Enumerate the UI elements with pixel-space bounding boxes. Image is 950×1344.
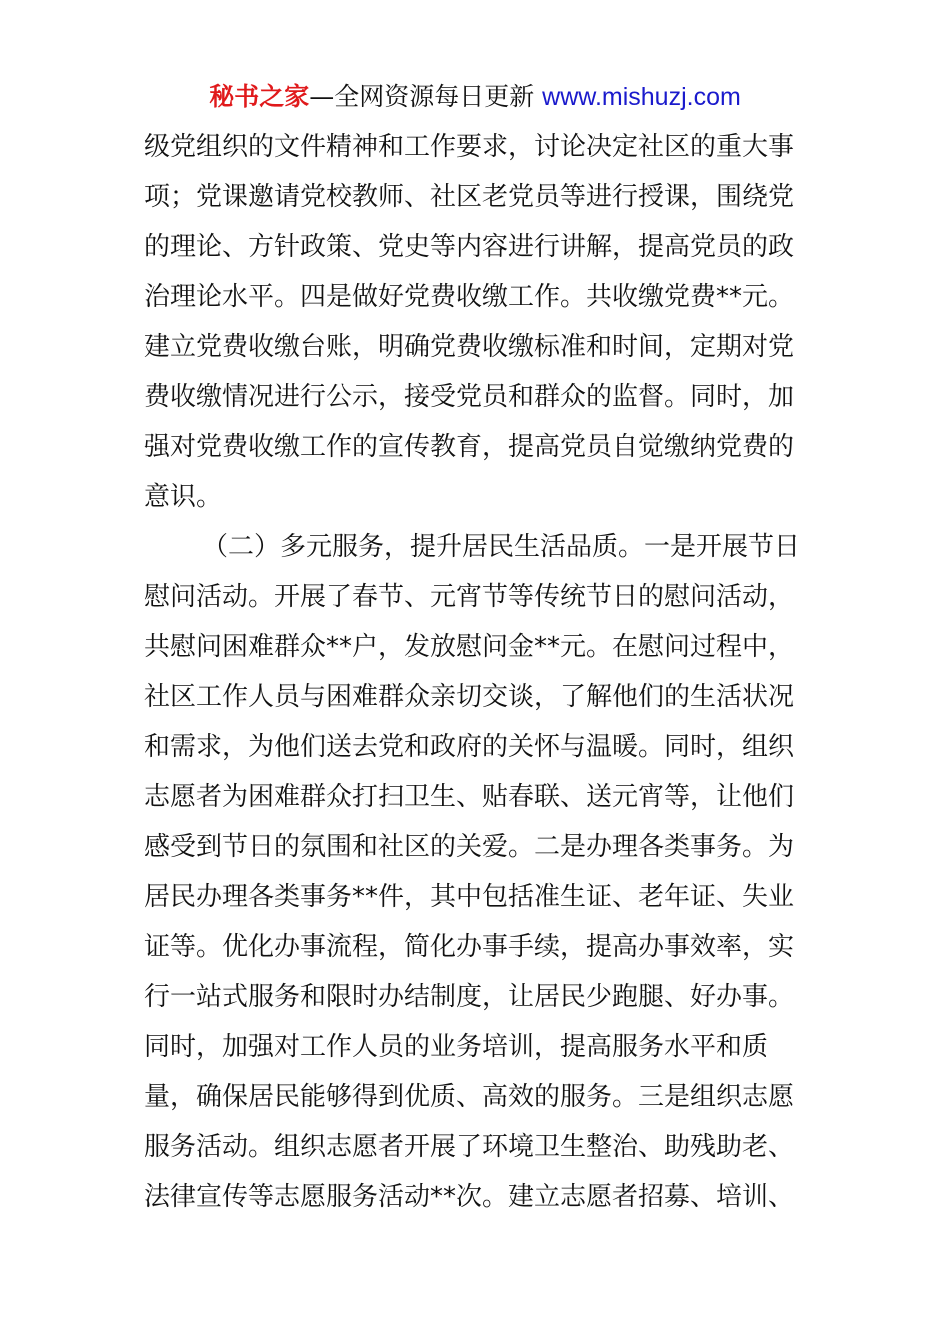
site-url: www.mishuzj.com [542, 83, 741, 111]
section-heading-line: （二）多元服务，提升居民生活品质。一是开展节日 [202, 532, 801, 562]
text-line: 级党组织的文件精神和工作要求，讨论决定社区的重大事 [144, 132, 795, 162]
text-line: 强对党费收缴工作的宣传教育，提高党员自觉缴纳党费的 [144, 432, 795, 462]
text-line: 量，确保居民能够得到优质、高效的服务。三是组织志愿 [144, 1082, 795, 1112]
text-line: 法律宣传等志愿服务活动**次。建立志愿者招募、培训、 [144, 1182, 795, 1212]
text-line: 社区工作人员与困难群众亲切交谈，了解他们的生活状况 [144, 682, 795, 712]
text-line: 居民办理各类事务**件，其中包括准生证、老年证、失业 [144, 882, 795, 912]
document-body [144, 122, 814, 1222]
text-line: 感受到节日的氛围和社区的关爱。二是办理各类事务。为 [144, 832, 795, 862]
text-line: 服务活动。组织志愿者开展了环境卫生整治、助残助老、 [144, 1132, 795, 1162]
text-line: 同时，加强对工作人员的业务培训，提高服务水平和质 [144, 1032, 769, 1062]
text-line: 慰问活动。开展了春节、元宵节等传统节日的慰问活动， [144, 582, 795, 612]
text-line: 治理论水平。四是做好党费收缴工作。共收缴党费**元。 [144, 282, 795, 312]
text-line: 的理论、方针政策、党史等内容进行讲解，提高党员的政 [144, 232, 795, 262]
text-line: 志愿者为困难群众打扫卫生、贴春联、送元宵等，让他们 [144, 782, 795, 812]
text-line: 意识。 [144, 482, 223, 512]
text-line: 行一站式服务和限时办结制度，让居民少跑腿、好办事。 [144, 982, 795, 1012]
text-line: 建立党费收缴台账，明确党费收缴标准和时间，定期对党 [144, 332, 795, 362]
text-line: 项；党课邀请党校教师、社区老党员等进行授课，围绕党 [144, 182, 795, 212]
text-line: 共慰问困难群众**户，发放慰问金**元。在慰问过程中， [144, 632, 795, 662]
page-header [0, 80, 950, 114]
text-line: 证等。优化办事流程，简化办事手续，提高办事效率，实 [144, 932, 795, 962]
brand-name: 秘书之家 [209, 82, 310, 111]
text-line: 费收缴情况进行公示，接受党员和群众的监督。同时，加 [144, 382, 795, 412]
header-tagline: —全网资源每日更新 [309, 82, 543, 111]
text-line: 和需求，为他们送去党和政府的关怀与温暖。同时，组织 [144, 732, 795, 762]
